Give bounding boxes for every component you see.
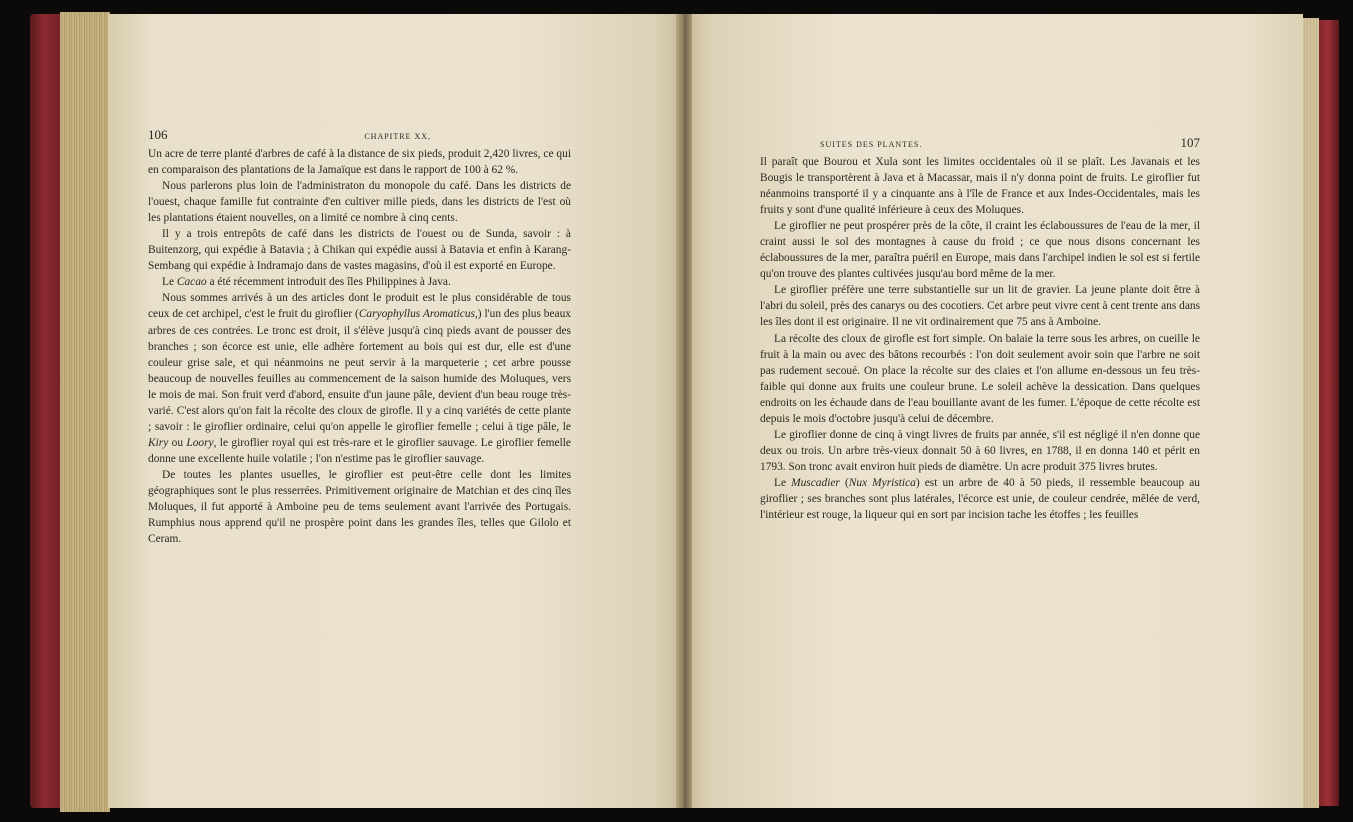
paragraph: De toutes les plantes usuelles, le giroflier est peut-être celle dont les limites géographiques sont le plus resserrées. Primitivement originaire de Matchian et des cinq îles Moluques, il fut apporté à Amboine peu de tems seulement avant l'arrivée des Portugais. Rumphius nous apprend qu'il ne prospère point dans les grandes îles, telles que Gilolo et Ceram.: [148, 468, 571, 546]
right-running-head: [760, 137, 1200, 151]
running-title: SUITES DES PLANTES.: [820, 140, 923, 149]
clove-text: , le giroflier royal qui est très-rare et le giroflier sauvage. Le giroflier femelle donne une excellente huile volatile ; l'on n'estime pas le giroflier sauvage.: [148, 436, 571, 465]
paragraph: Il y a trois entrepôts de café dans les districts de l'ouest ou de Sunda, savoir : à Buitenzorg, qui expédie à Batavia ; à Chikan qui expédie aussi à Batavia et enfin à Karang-Sembang qui expédie à Indramajo dans de vastes magasins, d'où il est exporté en Europe.: [148, 228, 571, 273]
page-edges-left: [60, 12, 110, 812]
paragraph-muscadier: Le Muscadier (Nux Myristica) est un arbre de 40 à 50 pieds, il ressemble beaucoup au giroflier ; ses branches sont plus latérales, l'écorce est unie, de couleur cendrée, mêlée de verd, l'intérieur est rouge, la liqueur qui en sort par incision tache les étoffes ; les feuilles: [760, 476, 1200, 522]
muscadier-term: Muscadier: [791, 476, 840, 489]
paragraph: Nous parlerons plus loin de l'administraton du monopole du café. Dans les districts de l'ouest, chaque famille fut contrainte d'en cultiver mille pieds, dans les districts de l'est où les plantations étaient nouvelles, on a limité ce nombre à cinq cents.: [148, 180, 571, 225]
running-title: CHAPITRE XX,: [364, 132, 431, 141]
clove-text: Nous sommes arrivés à un des articles dont le produit est le plus considérable de tous ceux de cet archipel, c'est le fruit du giroflier (: [148, 292, 571, 321]
loory-term: Loory: [186, 436, 214, 449]
cacao-term: Cacao: [176, 276, 207, 289]
book-cover-right: [1317, 20, 1339, 806]
paragraph-cacao: Le Cacao a été récemment introduit des îles Philippines à Java.: [162, 276, 451, 289]
book-gutter: [676, 14, 692, 808]
right-page-text: [760, 137, 1200, 523]
paragraph: Un acre de terre planté d'arbres de café à la distance de six pieds, produit 2,420 livres, ce qui en comparaison des plantations de la Jamaïque est dans le rapport de 100 à 62 %.: [148, 148, 571, 177]
clove-text: ,) l'un des plus beaux arbres de ces contrées. Le tronc est droit, il s'élève jusqu'à cinq pieds avant de pousser des branches ; son écorce est unie, elle adhère fortement au bois qui est dur, elle est d'une couleur grise sale, et qui néanmoins ne peut servir à la marqueterie ; cet arbre pousse beaucoup de nouvelles feuilles au commencement de la saison humide des Moluques, vers le mois de mai. Son fruit verd d'abord, ensuite d'un jaune pâle, devient d'un beau rouge très-varié. C'est alors qu'on fait la récolte des cloux de girofle. Il y a cinq variétés de cette plante ; savoir : le giroflier ordinaire, celui qu'on appelle le giroflier femelle ; celui à tige pâle, le: [148, 308, 571, 433]
paragraph: Le giroflier préfère une terre substantielle sur un lit de gravier. La jeune plante doit être à l'abri du soleil, près des canarys ou des cocotiers. Cet arbre peut vivre cent à cent trente ans dans les îles dont il est originaire. Il ne vit ordinairement que 75 ans à Amboine.: [760, 284, 1200, 329]
left-running-head: [148, 129, 571, 143]
page-number: 107: [1180, 135, 1200, 150]
paragraph-clove: [148, 290, 571, 467]
paragraph: Le giroflier donne de cinq à vingt livres de fruits par année, s'il est négligé il n'en donne que deux ou trois. Un arbre très-vieux donnait 50 à 60 livres, en 1788, il en donna 140 et périt en 1793. Son tronc avait environ huit pieds de diamètre. Un acre produit 375 livres brutes.: [760, 428, 1200, 473]
muscadier-prefix: Le: [774, 476, 787, 489]
cacao-text: a été récemment introduit des îles Philippines à Java.: [209, 276, 451, 289]
paragraph: Le giroflier ne peut prospérer près de la côte, il craint les éclaboussures de l'eau de la mer, il craint aussi le sol des montagnes à cause du froid ; ce que nous disons concernant les éclaboussures de la mer, paraîtra puéril en Europe, mais dans l'archipel indien le sol est si fertile qu'on trouve des plantes cultivées jusqu'au bord même de la mer.: [760, 220, 1200, 281]
muscadier-latin-name: Nux Myristica: [848, 476, 916, 489]
clove-latin-name: Caryophyllus Aromaticus: [358, 308, 475, 321]
left-page-text: [148, 129, 571, 547]
paragraph: La récolte des cloux de girofle est fort simple. On balaie la terre sous les arbres, on cueille le fruit à la main ou avec des bâtons recourbés : l'on doit seulement avoir soin que l'arbre ne soit pas rudement secoué. On place la récolte sur des claies et l'on allume en-dessous un feu très-faible qui donne aux fruits une couleur brune. Le soleil achève la dessication. Dans quelques endroits on les échaude dans de l'eau bouillante avant de les fumer. L'époque de cette récolte est depuis le mois d'octobre jusqu'à celui de décembre.: [760, 332, 1200, 425]
muscadier-text: est un arbre de 40 à 50 pieds, il ressemble beaucoup au giroflier ; ses branches sont plus latérales, l'écorce est unie, de couleur cendrée, mêlée de verd, l'intérieur est rouge, la liqueur qui en sort par incision tache les étoffes ; les feuilles: [760, 476, 1200, 522]
kiry-term: Kiry: [148, 436, 169, 449]
page-number: 106: [148, 127, 168, 142]
ou-word: ou: [171, 436, 184, 449]
page-edges-right: [1303, 18, 1319, 808]
paragraph: Il paraît que Bourou et Xula sont les limites occidentales où il se plaît. Les Javanais et les Bougis le transportèrent à Java et à Macassar, mais il n'y donna point de fruits. Le giroflier fut néanmoins transporté il y a cinquante ans à l'île de France et aux Indes-Occidentales, mais les fruits y sont d'une qualité inférieure à ceux des Moluques.: [760, 156, 1200, 217]
